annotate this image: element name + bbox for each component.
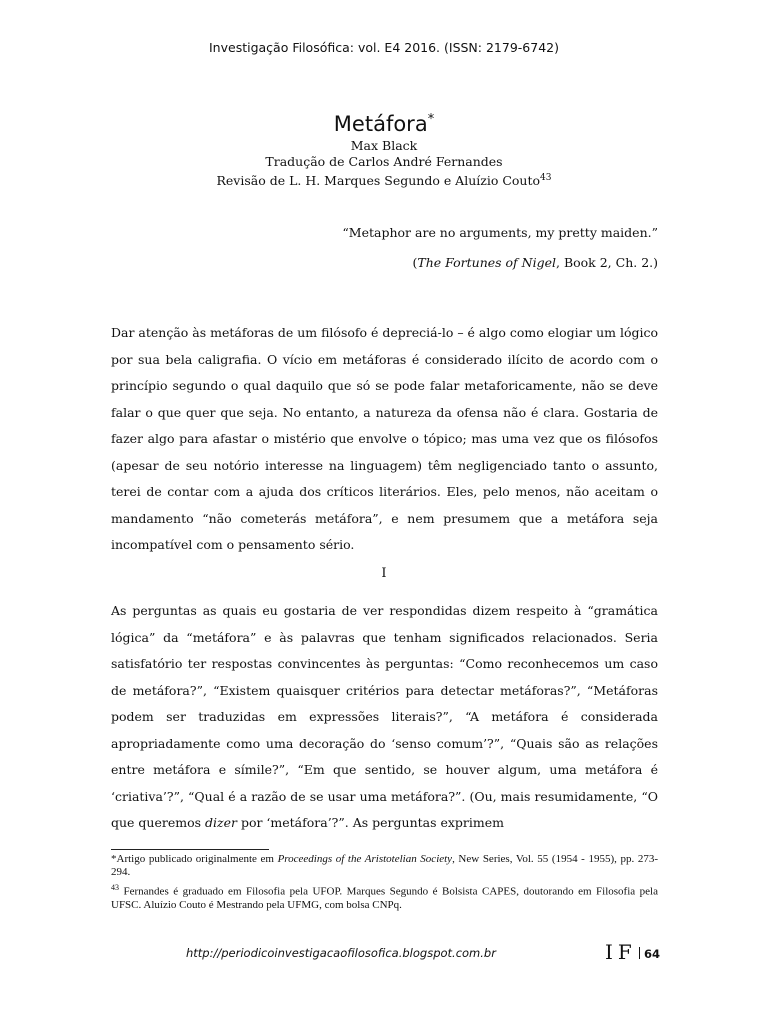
- revision-line: [0, 170, 768, 189]
- article-title: [0, 106, 768, 138]
- title-block: [0, 106, 768, 189]
- epigraph-source-rest: , Book 2, Ch. 2.): [556, 255, 658, 270]
- epigraph-source-title: The Fortunes of Nigel: [417, 255, 556, 270]
- paragraph-2-text: As perguntas as quais eu gostaria de ver respondidas dizem respeito à “gramática lógica” da “metáfora” e às palavras que tenham significados relacionados. Seria satisfatório ter respostas convincentes às perguntas: “Como reconhecemos um caso de metáfora?”, “Existem quaisquer critérios para detectar metáforas?”, “Metáforas podem ser traduzidas em expressões literais?”, “A metáfora é considerada apropriadamente como uma decoração do ‘senso comum’?”, “Quais são as relações entre metáfora e símile?”, “Em que sentido, se houver algum, uma metáfora é ‘criativa’?”, “Qual é a razão de se usar uma metáfora?”. (Ou, mais resumidamente, “O que queremos: [111, 603, 658, 830]
- epigraph-source: [138, 254, 658, 272]
- footnotes: [111, 853, 658, 914]
- page-number: [639, 947, 660, 961]
- footnote-1-text: *Artigo publicado originalmente em: [111, 853, 278, 865]
- footnote-1: [111, 853, 658, 879]
- page-separator: [639, 947, 640, 959]
- article-title-text: Metáfora: [333, 112, 428, 136]
- footer-journal-mark: IF: [605, 940, 637, 964]
- epigraph: [138, 224, 658, 272]
- revision-footnote-mark[interactable]: 43: [540, 173, 552, 183]
- page-number-value: 64: [644, 947, 661, 961]
- author-name: Max Black: [350, 138, 418, 153]
- paragraph-1: Dar atenção às metáforas de um filósofo é depreciá-lo – é algo como elogiar um lógico por sua bela caligrafia. O vício em metáforas é considerado ilícito de acordo com o princípio segundo o qual daquilo que só se pode falar metaforicamente, não se deve falar o que quer que seja. No entanto, a natureza da ofensa não é clara. Gostaria de fazer algo para afastar o mistério que envolve o tópico; mas uma vez que os filósofos (apesar de seu notório interesse na linguagem) têm negligenciado tanto o assunto, terei de contar com a ajuda dos críticos literários. Eles, pelo menos, não aceitam o mandamento “não cometerás metáfora”, e nem presumem que a metáfora seja incompatível com o pensamento sério.: [111, 325, 658, 552]
- journal-header: Investigação Filosófica: vol. E4 2016. (ISSN: 2179-6742): [209, 40, 559, 55]
- paragraph-2-text-end: por ‘metáfora’?”. As perguntas exprimem: [236, 815, 505, 830]
- footnote-43-text: Fernandes é graduado em Filosofia pela UFOP. Marques Segundo é Bolsista CAPES, doutorando em Filosofia pela UFSC. Aluízio Couto é Mestrando pela UFMG, com bolsa CNPq.: [111, 885, 658, 911]
- paragraph-2-emphasis: dizer: [205, 815, 237, 830]
- footnote-1-journal: Proceedings of the Aristotelian Society: [277, 853, 453, 865]
- epigraph-quote: “Metaphor are no arguments, my pretty maiden.”: [342, 225, 658, 240]
- footer-url[interactable]: http://periodicoinvestigacaofilosofica.blogspot.com.br: [186, 946, 496, 960]
- footnote-divider: [111, 849, 269, 850]
- title-footnote-mark[interactable]: *: [427, 112, 435, 127]
- section-heading: I: [381, 566, 387, 581]
- footnote-43-mark: 43: [111, 883, 119, 892]
- epigraph-open-paren: (: [412, 255, 418, 270]
- paragraph-2: [111, 598, 658, 837]
- revision-text: Revisão de L. H. Marques Segundo e Aluízio Couto: [216, 173, 541, 189]
- translator-line: Tradução de Carlos André Fernandes: [265, 154, 503, 169]
- footnote-43: [111, 881, 658, 912]
- footnote-1-text-end: , New Series, Vol. 55 (1954 - 1955), pp. 273-294.: [111, 853, 658, 878]
